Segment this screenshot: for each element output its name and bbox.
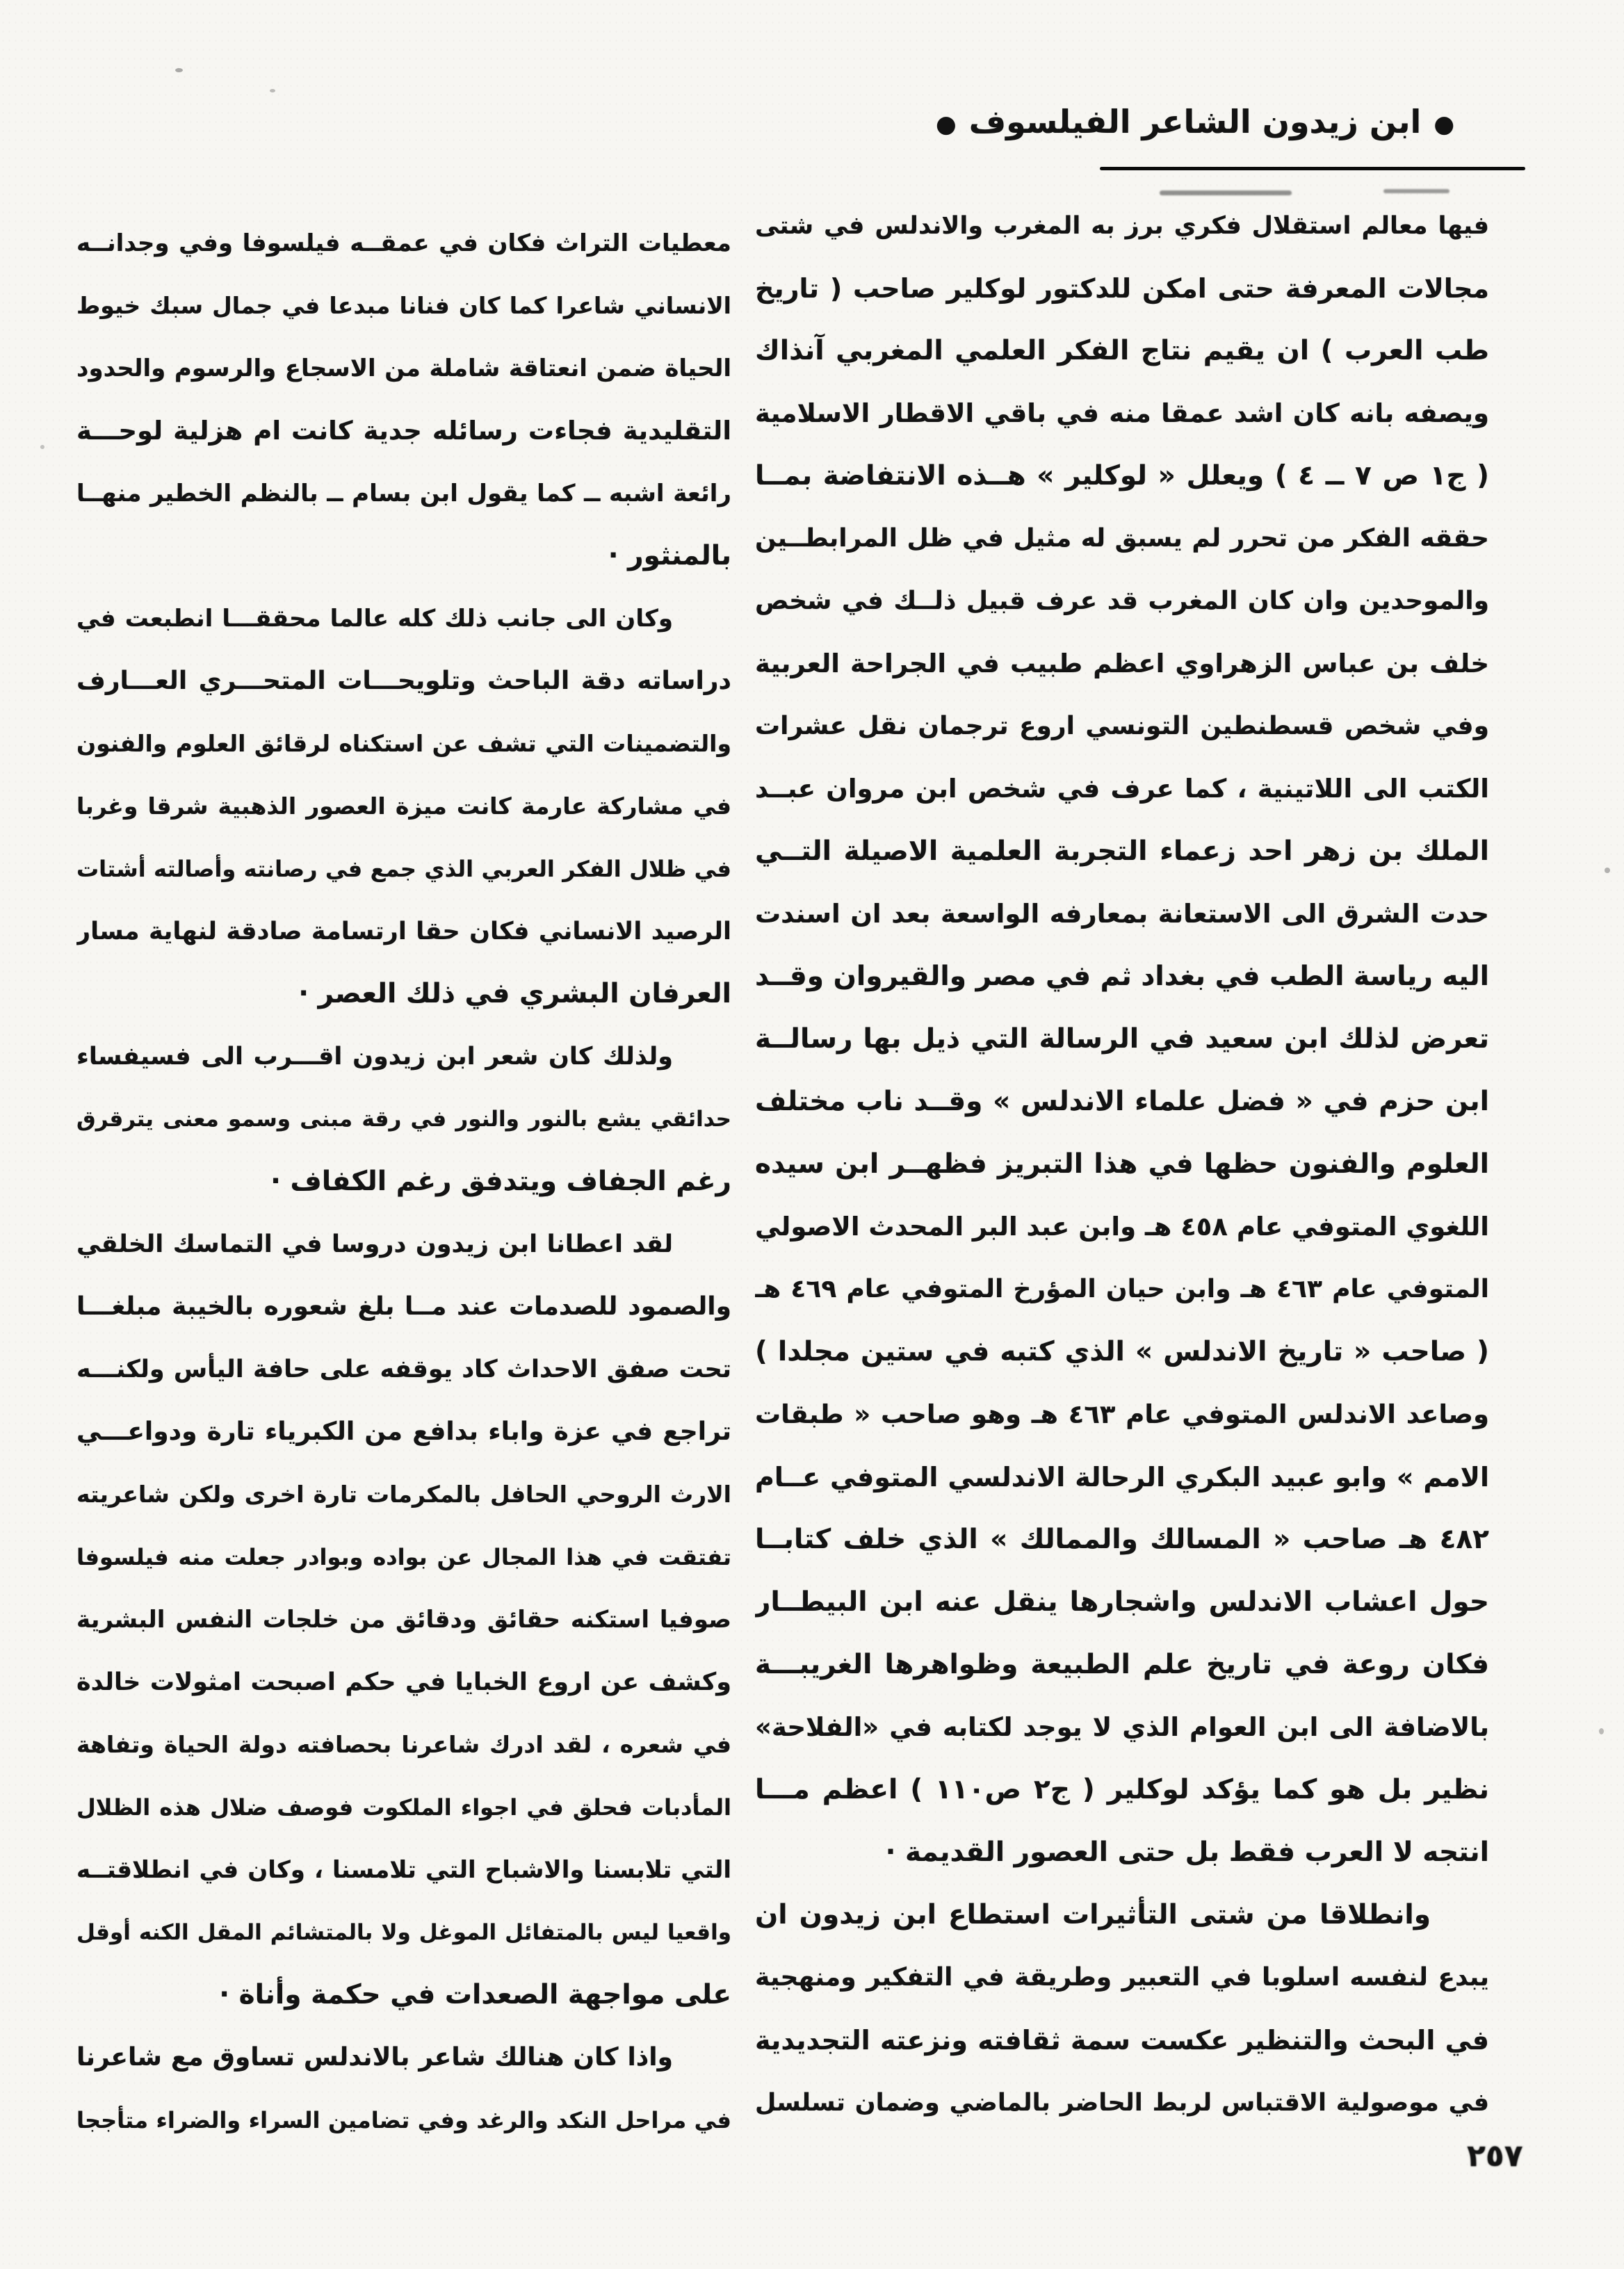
text-line: رغم الجفاف ويتدفق رغم الكفاف · — [270, 1166, 731, 1197]
ink-speck — [1605, 868, 1610, 873]
text-line: تحت صفق الاحداث كاد يوقفه على حافة اليأس ولكنـــه — [76, 1356, 731, 1383]
text-line: رائعة اشبه ــ كما يقول ابن بسام ــ بالنظم الخطير منهــا — [76, 480, 731, 507]
text-line: والصمود للصدمات عند مــا بلغ شعوره بالخيبة مبلغـــا — [76, 1292, 731, 1321]
text-line: وانطلاقا من شتى التأثيرات استطاع ابن زيدون ان — [755, 1899, 1431, 1930]
text-line: اللغوي المتوفي عام ٤٥٨ هـ وابن عبد البر المحدث الاصولي — [755, 1212, 1489, 1242]
text-line: معطيات التراث فكان في عمقــه فيلسوفا وفي وجدانــه — [76, 229, 731, 257]
ink-speck — [270, 89, 275, 92]
text-line: والتضمينات التي تشف عن استكناه لرقائق العلوم والفنون — [76, 730, 731, 757]
header-bullet-right: ● — [1434, 110, 1454, 138]
header-rule — [1100, 167, 1525, 170]
text-line: وكشف عن اروع الخبايا في حكم اصبحت امثولات خالدة — [76, 1668, 731, 1696]
text-line: المتوفي عام ٤٦٣ هـ وابن حيان المؤرخ المتوفي عام ٤٦٩ هـ — [755, 1275, 1489, 1303]
page-number: ٢٥٧ — [1467, 2138, 1523, 2174]
text-line: التي تلابسنا والاشباح التي تلامسنا ، وكان في انطلاقتــه — [76, 1856, 731, 1884]
text-line: مجالات المعرفة حتى امكن للدكتور لوكلير صاحب ( تاريخ — [755, 273, 1489, 304]
text-line: والموحدين وان كان المغرب قد عرف قبيل ذلــك في شخص — [755, 587, 1489, 615]
text-line: حول اعشاب الاندلس واشجارها ينقل عنه ابن البيطــار — [755, 1586, 1489, 1618]
text-line: الارث الروحي الحافل بالمكرمات تارة اخرى ولكن شاعريته — [76, 1481, 731, 1508]
text-line: الانساني شاعرا كما كان فنانا مبدعا في جمال سبك خيوط — [76, 292, 731, 319]
text-line: العرفان البشري في ذلك العصر · — [298, 978, 731, 1009]
text-line: ابن حزم في « فضل علماء الاندلس » وقــد ناب مختلف — [755, 1086, 1489, 1117]
text-line: حدت الشرق الى الاستعانة بمعارفه الواسعة بعد ان اسندت — [755, 899, 1489, 929]
text-line: حققه الفكر من تحرر لم يسبق له مثيل في ظل المرابطــين — [755, 524, 1489, 553]
text-line: فكان روعة في تاريخ علم الطبيعة وظواهرها الغريبـــة — [755, 1649, 1489, 1680]
text-line: الرصيد الانساني فكان حقا ارتسامة صادقة لنهاية مسار — [76, 918, 731, 945]
text-line: ( صاحب « تاريخ الاندلس » الذي كتبه في ستين مجلدا ) — [755, 1336, 1489, 1367]
text-line: تراجع في عزة واباء بدافع من الكبرياء تارة ودواعـــي — [76, 1417, 731, 1446]
text-line: في مشاركة عارمة كانت ميزة العصور الذهبية شرقا وغربا — [76, 792, 731, 820]
text-line: انتجه لا العرب فقط بل حتى العصور القديمة · — [885, 1837, 1489, 1868]
text-line: ويصفه بانه كان اشد عمقا منه في باقي الاقطار الاسلامية — [755, 398, 1489, 428]
text-line: صوفيا استكنه حقائق ودقائق من خلجات النفس البشرية — [76, 1606, 731, 1634]
text-line: ٤٨٢ هـ صاحب « المسالك والممالك » الذي خلف كتابــا — [755, 1524, 1489, 1555]
text-line: نظير بل هو كما يؤكد لوكلير ( ج٢ ص١١٠ ) اعظم مـــا — [755, 1774, 1489, 1805]
text-line: الملك بن زهر احد زعماء التجربة العلمية الاصيلة التــي — [755, 836, 1489, 867]
text-line: على مواجهة الصعدات في حكمة وأناة · — [219, 1979, 731, 2010]
text-line: ( ج١ ص ٧ ــ ٤ ) ويعلل « لوكلير » هــذه الانتفاضة بمــا — [755, 460, 1489, 491]
text-line: الامم » وابو عبيد البكري الرحالة الاندلسي المتوفي عــام — [755, 1462, 1489, 1493]
text-line: في شعره ، لقد ادرك شاعرنا بحصافته دولة الحياة وتفاهة — [76, 1731, 731, 1758]
text-line: طب العرب ) ان يقيم نتاج الفكر العلمي المغربي آنذاك — [755, 335, 1489, 366]
text-line: تعرض لذلك ابن سعيد في الرسالة التي ذيل بها رسالــة — [755, 1023, 1489, 1055]
text-line: دراساته دقة الباحث وتلويحـــات المتحـــري العـــارف — [76, 667, 731, 695]
header-bullet-left: ● — [936, 110, 957, 138]
text-line: خلف بن عباس الزهراوي اعظم طبيب في الجراحة العربية — [755, 649, 1489, 678]
text-line: واقعيا ليس بالمتفائل الموغل ولا بالمتشائم المقل الكنه أوقل — [76, 1920, 731, 1945]
text-line: اليه رياسة الطب في بغداد ثم في مصر والقيروان وقــد — [755, 961, 1489, 992]
text-line: الحياة ضمن انعتاقة شاملة من الاسجاع والرسوم والحدود — [76, 355, 731, 382]
text-line: يبدع لنفسه اسلوبا في التعبير وطريقة في التفكير ومنهجية — [755, 1963, 1489, 1992]
column-right — [755, 195, 1489, 2134]
text-line: في ظلال الفكر العربي الذي جمع في رصانته وأصالته أشتات — [76, 856, 731, 882]
text-line: التقليدية فجاءت رسائله جدية كانت ام هزلية لوحـــة — [76, 416, 731, 446]
text-line: وفي شخص قسطنطين التونسي اروع ترجمان نقل عشرات — [755, 712, 1489, 740]
text-line: لقد اعطانا ابن زيدون دروسا في التماسك الخلقي — [76, 1230, 673, 1258]
ink-smudge — [1383, 189, 1450, 193]
text-line: وكان الى جانب ذلك كله عالما محققـــا انطبعت في — [76, 605, 673, 633]
page-header — [936, 103, 1467, 140]
ink-speck — [40, 445, 44, 449]
text-line: بالاضافة الى ابن العوام الذي لا يوجد لكتابه في «الفلاحة» — [755, 1712, 1489, 1742]
text-line: المأدبات فحلق في اجواء الملكوت فوصف ضلال هذه الظلال — [76, 1794, 731, 1821]
ink-speck — [1599, 1728, 1604, 1734]
text-line: في البحث والتنظير عكست سمة ثقافته ونزعته التجديدية — [755, 2025, 1489, 2056]
text-line: ولذلك كان شعر ابن زيدون اقـــرب الى فسيفساء — [76, 1043, 673, 1071]
page-title: ابن زيدون الشاعر الفيلسوف — [968, 103, 1422, 140]
text-line: واذا كان هنالك شاعر بالاندلس تساوق مع شاعرنا — [76, 2043, 673, 2072]
ink-speck — [175, 68, 183, 72]
text-line: حدائقي يشع بالنور والنور في رقة مبنى وسمو معنى يترقرق — [76, 1107, 731, 1132]
text-line: بالمنثور · — [608, 540, 731, 571]
text-line: في موصولية الاقتباس لربط الحاضر بالماضي وضمان تسلسل — [755, 2089, 1489, 2117]
text-line: فيها معالم استقلال فكري برز به المغرب والاندلس في شتى — [755, 212, 1489, 240]
text-line: تفتقت في هذا المجال عن بواده وبوادر جعلت منه فيلسوفا — [76, 1544, 731, 1570]
text-line: وصاعد الاندلس المتوفي عام ٤٦٣ هـ وهو صاحب « طبقات — [755, 1399, 1489, 1429]
text-line: في مراحل النكد والرغد وفي تضامين السراء والضراء متأججا — [76, 2107, 731, 2133]
text-line: الكتب الى اللاتينية ، كما عرف في شخص ابن مروان عبــد — [755, 774, 1489, 804]
text-line: العلوم والفنون حظها في هذا التبريز فظهــر ابن سيده — [755, 1148, 1489, 1180]
column-left — [76, 212, 731, 2152]
